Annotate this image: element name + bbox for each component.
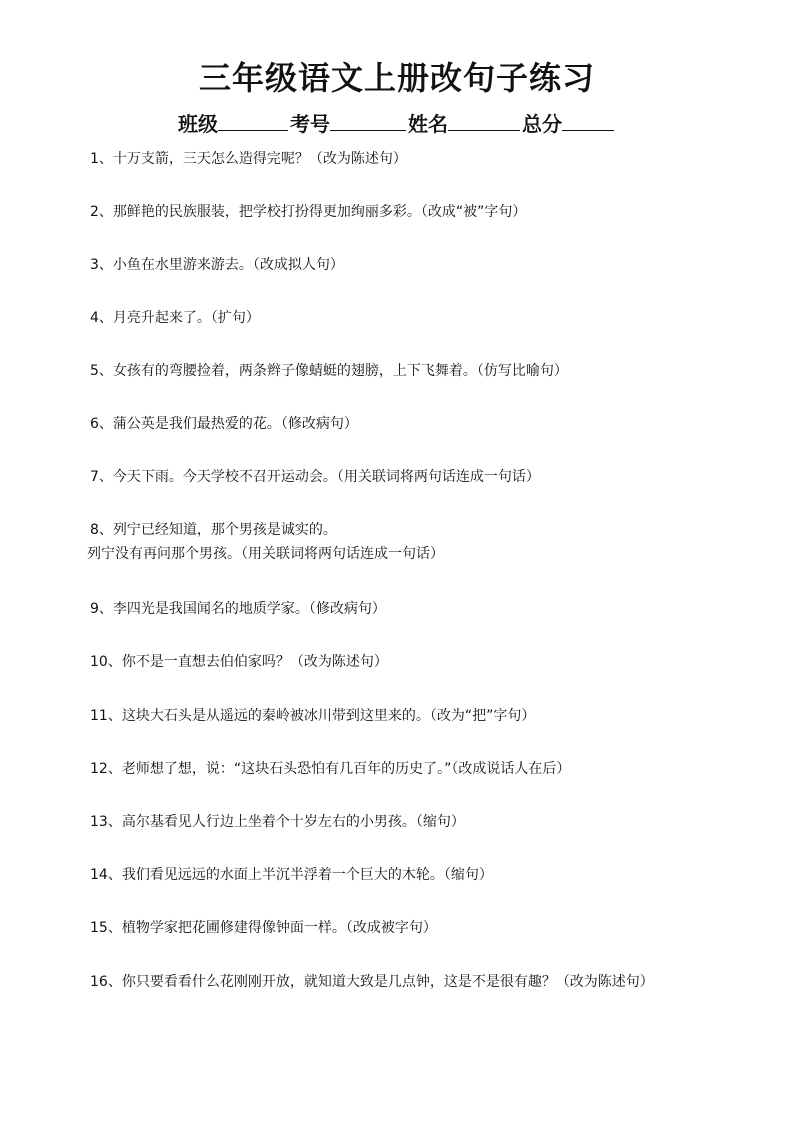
exam-number-blank[interactable] <box>330 110 406 131</box>
question-text: 6、蒲公英是我们最热爱的花。（修改病句） <box>90 416 358 432</box>
question-text: 4、月亮升起来了。（扩句） <box>90 310 260 326</box>
question-text: 2、那鲜艳的民族服装，把学校打扮得更加绚丽多彩。（改成“被”字句） <box>90 204 527 220</box>
question-12 <box>90 757 570 781</box>
question-text: 5、女孩有的弯腰捡着，两条辫子像蜻蜓的翅膀，上下飞舞着。（仿写比喻句） <box>90 363 568 379</box>
question-text: 15、植物学家把花圃修建得像钟面一样。（改成被字句） <box>90 920 437 936</box>
question-text: 7、今天下雨。今天学校不召开运动会。（用关联词将两句话连成一句话） <box>90 469 540 485</box>
question-3 <box>90 253 344 277</box>
question-2 <box>90 200 526 224</box>
class-blank[interactable] <box>218 110 288 131</box>
question-6 <box>90 412 358 436</box>
exam-number-label: 考号 <box>290 112 330 136</box>
question-15 <box>90 916 437 940</box>
question-9 <box>90 597 386 621</box>
question-8 <box>87 518 444 566</box>
total-score-blank[interactable] <box>562 110 614 131</box>
question-1 <box>90 147 407 171</box>
question-16 <box>90 970 654 994</box>
question-text: 16、你只要看看什么花刚刚开放，就知道大致是几点钟，这是不是很有趣？（改为陈述句） <box>90 974 654 990</box>
page-title: 三年级语文上册改句子练习 <box>198 59 595 97</box>
question-text: 1、十万支箭，三天怎么造得完呢？（改为陈述句） <box>90 151 407 167</box>
question-10 <box>90 650 388 674</box>
question-text: 13、高尔基看见人行边上坐着个十岁左右的小男孩。（缩句） <box>90 814 465 830</box>
question-text-second-line: 列宁没有再问那个男孩。（用关联词将两句话连成一句话） <box>87 546 444 562</box>
question-text: 14、我们看见远远的水面上半沉半浮着一个巨大的木轮。（缩句） <box>90 867 493 883</box>
question-text: 8、列宁已经知道，那个男孩是诚实的。 <box>90 522 337 538</box>
question-5 <box>90 359 568 383</box>
question-13 <box>90 810 465 834</box>
question-text: 9、李四光是我国闻名的地质学家。（修改病句） <box>90 601 386 617</box>
question-text: 3、小鱼在水里游来游去。（改成拟人句） <box>90 257 344 273</box>
question-4 <box>90 306 260 330</box>
name-label: 姓名 <box>408 112 448 136</box>
name-blank[interactable] <box>448 110 520 131</box>
question-text: 10、你不是一直想去伯伯家吗？（改为陈述句） <box>90 654 388 670</box>
question-text: 12、老师想了想，说：“这块石头恐怕有几百年的历史了。”（改成说话人在后） <box>90 761 571 777</box>
question-14 <box>90 863 493 887</box>
question-11 <box>90 704 535 728</box>
total-score-label: 总分 <box>522 112 562 136</box>
class-label: 班级 <box>178 112 218 136</box>
question-text: 11、这块大石头是从遥远的秦岭被冰川带到这里来的。（改为“把”字句） <box>90 708 536 724</box>
student-info-line <box>0 110 794 138</box>
question-7 <box>90 465 540 489</box>
